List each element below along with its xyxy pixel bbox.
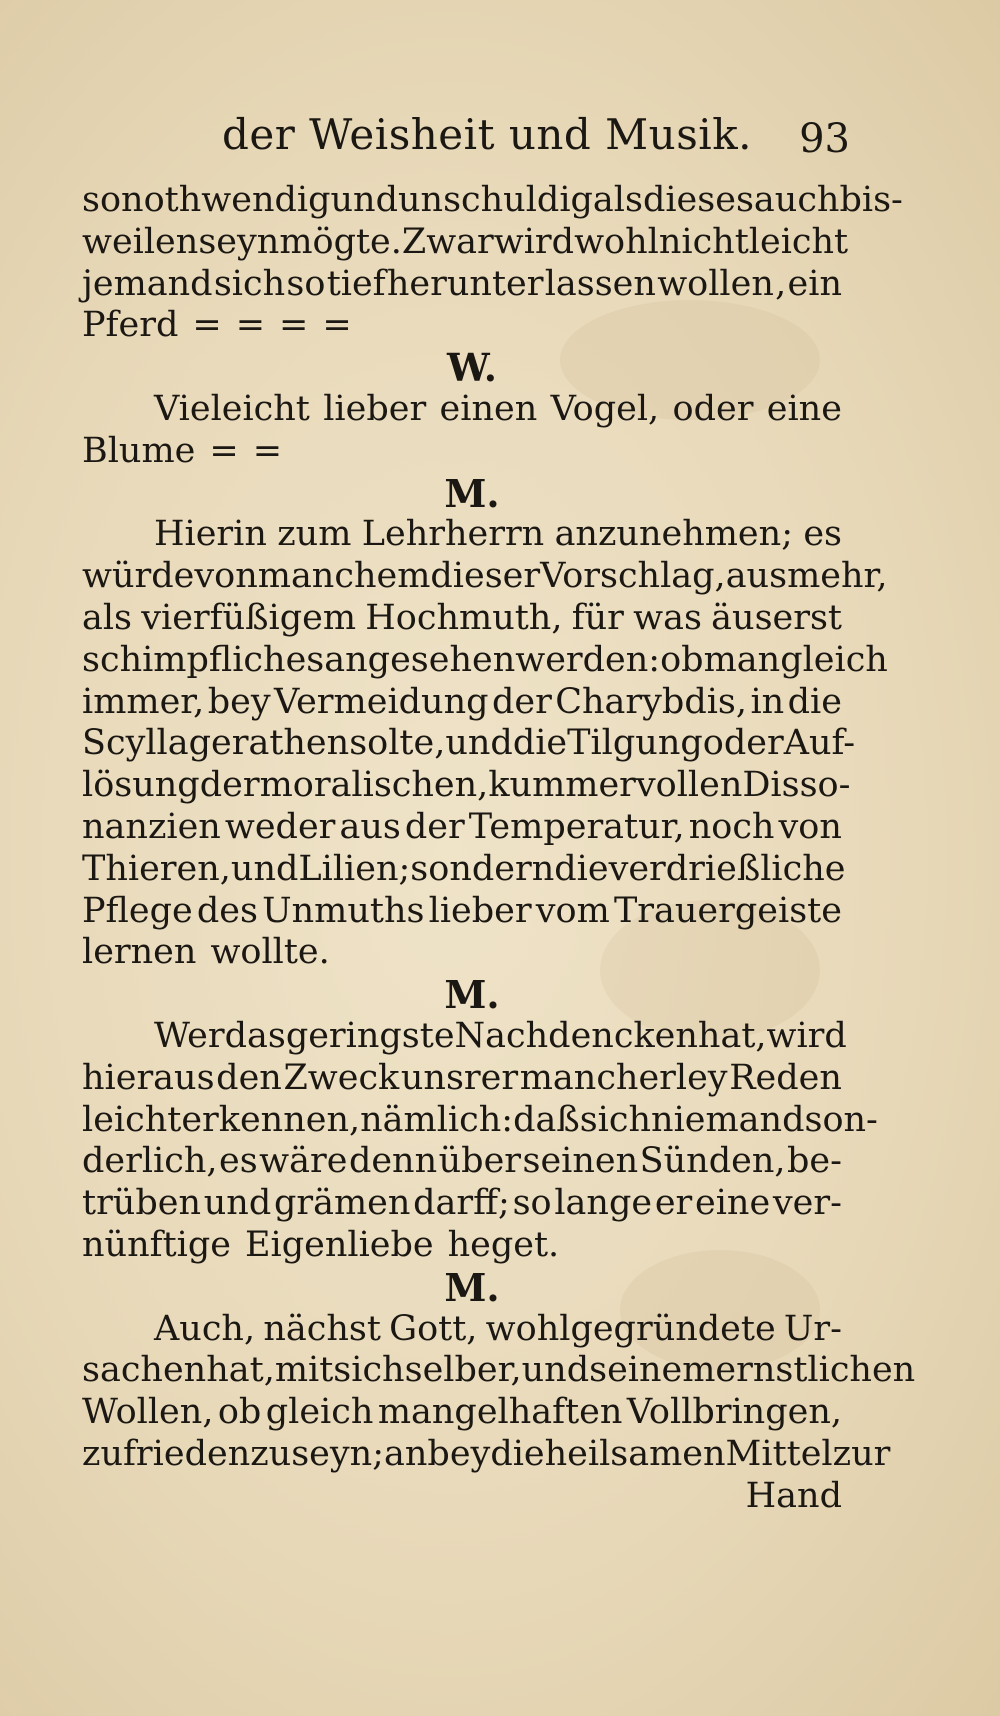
text-line (82, 1433, 891, 1476)
text-word: grämen (273, 1183, 411, 1224)
text-word: Wer (154, 1015, 225, 1056)
text-line (82, 848, 846, 891)
text-word: der (404, 806, 465, 847)
text-word: mögte. (279, 221, 402, 262)
text-word: in (750, 681, 785, 722)
text-word: nothwendig (121, 180, 331, 220)
text-word: so (512, 1183, 552, 1224)
text-word: Tilgung (567, 723, 703, 764)
text-word: seyn; (291, 1433, 384, 1474)
text-line (82, 264, 842, 306)
text-word: hieraus (82, 1057, 215, 1098)
text-word: sich (579, 1099, 652, 1140)
text-word: wird (766, 1015, 847, 1056)
text-word: jemand (82, 263, 213, 304)
text-word: und (203, 1183, 272, 1224)
text-word: unschuldig (397, 180, 593, 220)
text-word: das (224, 1015, 286, 1056)
text-word: Lilien; (298, 848, 411, 889)
text-word: zufrieden (82, 1433, 251, 1474)
text-word: so (82, 180, 122, 220)
text-word: aus (725, 556, 788, 597)
text-word: nämlich: (360, 1099, 514, 1140)
text-word: er (654, 1183, 693, 1224)
text-word: mehr, (787, 556, 888, 597)
text-word: Charybdis, (555, 681, 748, 722)
text-word: selber, (404, 1350, 522, 1391)
text-word: , (775, 263, 787, 304)
text-word: die (512, 723, 568, 764)
text-word: gleich (780, 639, 888, 680)
text-word: son- (804, 1099, 878, 1140)
text-word: mangelhaften (377, 1392, 623, 1433)
text-word: = (322, 305, 352, 346)
text-word: Wollen, (82, 1392, 214, 1433)
text-word: nächst (263, 1308, 381, 1349)
text-word: würde (82, 556, 195, 597)
text-word: Scylla (82, 723, 189, 764)
text-line (82, 389, 842, 431)
text-word: wäre (259, 1141, 348, 1182)
text-word: nünftige (82, 1224, 231, 1265)
text-word: = (279, 305, 309, 346)
text-word: und (330, 180, 398, 220)
text-word: so (286, 263, 326, 304)
text-word: Vollbringen, (626, 1392, 842, 1433)
text-word: über (438, 1141, 522, 1182)
text-word: anbey (384, 1433, 491, 1474)
text-word: anzunehmen; (554, 514, 793, 555)
text-word: Vermeidung (274, 681, 489, 722)
text-word: vom (535, 890, 610, 931)
text-word: niemand (651, 1099, 805, 1140)
text-line (82, 1183, 842, 1225)
text-word: denn (348, 1141, 438, 1182)
text-word: Nachdencken (454, 1015, 698, 1056)
text-word: die (490, 1433, 545, 1474)
text-line (82, 1099, 878, 1142)
text-word: bis- (839, 180, 903, 220)
text-word: immer, (82, 681, 205, 722)
text-word: = (192, 305, 222, 346)
text-word: ob (660, 639, 704, 680)
text-line (82, 932, 842, 974)
catchword (82, 1476, 842, 1518)
text-line (82, 305, 842, 347)
text-word: was (633, 597, 702, 638)
text-word: wohlgegründete (485, 1308, 776, 1349)
text-word: und (445, 723, 513, 764)
text-word: und (230, 848, 299, 889)
text-line (82, 1225, 842, 1267)
text-line (82, 598, 842, 640)
text-word: Mittel (725, 1433, 833, 1474)
text-word: Trauergeiste (613, 890, 842, 931)
text-word: wird (493, 221, 575, 262)
text-word: für (571, 597, 624, 638)
text-word: wohl (574, 221, 659, 262)
text-word: = (209, 430, 239, 471)
text-word: lieber (323, 388, 427, 429)
text-word: nicht (658, 221, 749, 262)
text-word: Auf- (783, 723, 856, 764)
body-text (82, 180, 916, 1518)
text-word: hat, (206, 1350, 275, 1391)
text-word: Hand (745, 1475, 842, 1516)
text-word: oder (672, 388, 754, 429)
text-word: leicht (748, 221, 849, 262)
text-word: dieses (642, 180, 754, 220)
text-word: wollen (657, 263, 774, 304)
text-line (82, 1392, 842, 1434)
text-word: Vieleicht (154, 388, 310, 429)
page-header (222, 110, 850, 170)
text-word: darff; (413, 1183, 510, 1224)
text-word: es (803, 514, 842, 555)
text-word: Eigenliebe (244, 1224, 434, 1265)
text-word: es (219, 1141, 258, 1182)
text-word: noch (688, 806, 775, 847)
text-word: lange (554, 1183, 653, 1224)
text-word: vierfüßigem (141, 597, 357, 638)
text-word: sondern (410, 848, 555, 889)
text-word: weder (224, 806, 336, 847)
text-word: Disso- (742, 765, 851, 806)
text-word: Zweck (283, 1057, 400, 1098)
speaker-label: M. (444, 1264, 500, 1310)
text-word: leicht (82, 1099, 182, 1140)
text-word: Auch, (154, 1308, 256, 1349)
text-word: Vogel, (550, 388, 660, 429)
text-word: Ur- (783, 1308, 842, 1349)
text-word: seyn (198, 221, 280, 262)
text-word: Hochmuth, (365, 597, 563, 638)
text-word: bey (207, 681, 271, 722)
text-word: Pflege (82, 890, 193, 931)
text-word: Unmuths (262, 890, 425, 931)
text-word: die (554, 848, 609, 889)
text-word: angesehen (324, 639, 516, 680)
text-word: derlich, (82, 1141, 218, 1182)
text-word: des (196, 890, 258, 931)
text-word: sachen (82, 1350, 207, 1391)
text-word: seinen (522, 1141, 639, 1182)
text-word: Lehrherrn (361, 514, 545, 555)
text-word: = (235, 305, 266, 346)
text-word: Zwar (401, 221, 494, 262)
text-word: als (82, 597, 133, 638)
text-word: verdrießliche (608, 848, 846, 889)
text-word: werden: (515, 639, 661, 680)
text-line (82, 682, 842, 724)
text-word: ernstlichen (715, 1350, 916, 1391)
text-word: trüben (82, 1183, 201, 1224)
text-word: der (491, 681, 552, 722)
speaker-label: M. (444, 972, 500, 1018)
text-word: man (703, 639, 781, 680)
text-word: geringste (285, 1015, 455, 1056)
text-word: Sünden, (639, 1141, 786, 1182)
text-line (82, 723, 856, 765)
text-word: von (194, 556, 258, 597)
text-word: auch (753, 180, 840, 220)
text-word: ver- (772, 1183, 842, 1224)
page-number: 93 (799, 116, 850, 162)
text-word: von (778, 806, 842, 847)
text-word: zum (277, 514, 352, 555)
text-word: aus (339, 806, 401, 847)
text-word: die (787, 681, 842, 722)
text-word: Vorschlag, (540, 556, 726, 597)
text-word: gerathen (188, 723, 350, 764)
text-word: solte, (349, 723, 446, 764)
text-word: Gott, (389, 1308, 478, 1349)
text-word: mit (274, 1350, 334, 1391)
running-title: der Weisheit und Musik. (222, 110, 752, 159)
text-word: den (216, 1057, 282, 1098)
text-line (82, 1350, 916, 1392)
text-word: hat, (697, 1015, 767, 1056)
text-word: sich (213, 263, 286, 304)
text-word: erkennen, (181, 1099, 361, 1140)
text-word: Thieren, (82, 848, 231, 889)
text-word: herunter (386, 263, 544, 304)
speaker-label: W. (447, 345, 497, 391)
text-word: zu (250, 1433, 292, 1474)
text-word: äuserst (711, 597, 842, 638)
text-word: ein (787, 263, 842, 304)
text-line (82, 1309, 842, 1351)
text-line (82, 639, 888, 682)
text-word: gleich (265, 1392, 374, 1433)
text-word: und (521, 1350, 590, 1391)
text-word: be- (787, 1141, 842, 1182)
text-word: Temperatur, (468, 806, 685, 847)
text-line (82, 765, 851, 807)
text-line (82, 1058, 842, 1100)
text-word: unsrer (400, 1057, 519, 1098)
text-word: lassen (544, 263, 656, 304)
text-word: tief (326, 263, 386, 304)
text-line (82, 431, 842, 473)
text-word: = (252, 430, 283, 471)
text-word: zur (832, 1433, 891, 1474)
text-word: Blume (82, 430, 196, 471)
text-line (82, 180, 903, 222)
text-line (82, 891, 842, 933)
text-word: wollte. (210, 932, 330, 973)
text-line (82, 1141, 842, 1183)
text-word: dieser (430, 556, 541, 597)
speaker-label: M. (444, 470, 500, 516)
text-word: der (199, 765, 260, 806)
text-word: oder (702, 723, 784, 764)
text-word: lieber (428, 890, 532, 931)
text-word: ob (217, 1392, 262, 1433)
text-word: Reden (729, 1057, 842, 1098)
text-line (82, 807, 842, 849)
text-word: eine (766, 388, 842, 429)
text-word: daß (513, 1099, 580, 1140)
text-word: seinem (589, 1350, 716, 1391)
text-word: nanzien (82, 806, 221, 847)
text-word: Pferd (82, 305, 179, 346)
text-word: einen (439, 388, 538, 429)
text-word: heget. (447, 1224, 560, 1265)
text-line (82, 514, 842, 556)
text-word: mancherley (519, 1057, 728, 1098)
text-word: manchem (257, 556, 431, 597)
text-line (82, 556, 888, 598)
text-word: eine (695, 1183, 771, 1224)
text-word: heilsamen (544, 1433, 726, 1474)
text-word: moralischen, (259, 765, 489, 806)
text-word: schimpfliches (82, 639, 325, 680)
text-word: sich (333, 1350, 405, 1391)
text-word: lösung (82, 765, 200, 806)
text-word: Hierin (154, 514, 267, 555)
text-word: weilen (82, 221, 199, 262)
text-word: lernen (82, 932, 197, 973)
text-line (82, 221, 849, 264)
text-line (82, 1015, 847, 1058)
text-word: als (592, 180, 643, 220)
text-word: kummervollen (488, 765, 743, 806)
